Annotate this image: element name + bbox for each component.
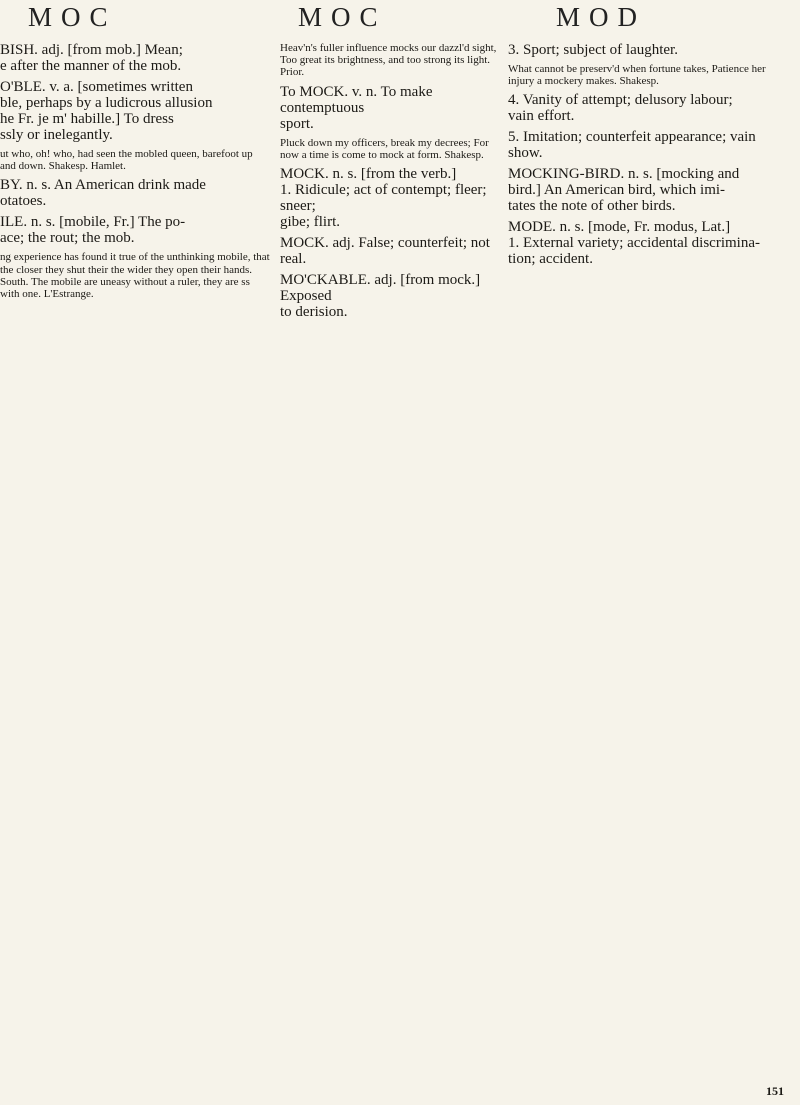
running-header-right: MOD — [556, 2, 647, 32]
dictionary-entry — [508, 42, 788, 58]
entry-citation: Pluck down my officers, break my decrees; For now a time is come to mock at form. Shakesp. — [280, 136, 489, 161]
entry-line: gibe; flirt. — [280, 214, 340, 231]
entry-line: 1. Ridicule; act of contempt; fleer; sneer; — [280, 182, 487, 215]
dictionary-entry — [0, 148, 270, 172]
entry-line: O'BLE. v. a. [sometimes written — [0, 79, 193, 95]
dictionary-entry — [0, 79, 270, 143]
running-header-left: MOC — [28, 2, 117, 32]
entry-citation: Heav'n's fuller influence mocks our dazzl'd sight, Too great its brightness, and too strong its light. Prior. — [280, 42, 497, 79]
entry-citation: ut who, oh! who, had seen the mobled queen, barefoot up and down. Shakesp. Hamlet. — [0, 148, 253, 173]
entry-line: sport. — [280, 115, 314, 132]
entry-line: BY. n. s. An American drink made — [0, 177, 206, 194]
entry-line: e after the manner of the mob. — [0, 58, 182, 74]
entry-line: ace; the rout; the mob. — [0, 230, 135, 247]
entry-line: otatoes. — [0, 193, 47, 210]
entry-line: he Fr. je m' habille.] To dress — [0, 111, 174, 127]
dictionary-entry — [0, 251, 270, 300]
column-middle — [280, 42, 498, 1072]
dictionary-entry — [0, 177, 270, 209]
entry-line: MOCK. n. s. [from the verb.] — [280, 166, 457, 183]
dictionary-entry — [508, 92, 788, 124]
entry-line: MOCK. adj. False; counterfeit; not — [280, 235, 490, 252]
entry-line: tates the note of other birds. — [508, 198, 676, 215]
running-header-middle: MOC — [298, 2, 387, 32]
dictionary-entry — [280, 272, 498, 320]
entry-line: to derision. — [280, 304, 348, 321]
entry-line: bird.] An American bird, which imi- — [508, 182, 726, 199]
entry-line: ssly or inelegantly. — [0, 127, 113, 143]
dictionary-entry — [280, 235, 498, 267]
entry-line: MODE. n. s. [mode, Fr. modus, Lat.] — [508, 219, 731, 236]
entry-line: To MOCK. v. n. To make contemptuous — [280, 83, 433, 116]
entry-line: real. — [280, 251, 307, 268]
dictionary-entry — [508, 129, 788, 161]
entry-line: 3. Sport; subject of laughter. — [508, 42, 678, 58]
entry-citation: ng experience has found it true of the unthinking mobile, that the closer they shut their the wider they open their hands. South. The mobile are uneasy without a ruler, they are ss with one. L'Estrange. — [0, 251, 270, 301]
dictionary-entry — [280, 84, 498, 132]
page-number: 151 — [766, 1084, 784, 1098]
entry-line: 1. External variety; accidental discrimina- — [508, 235, 760, 252]
entry-line: BISH. adj. [from mob.] Mean; — [0, 42, 183, 58]
dictionary-entry — [0, 214, 270, 246]
entry-line: show. — [508, 145, 543, 162]
entry-citation: What cannot be preserv'd when fortune takes, Patience her injury a mockery makes. Shakesp. — [508, 63, 766, 88]
dictionary-entry — [280, 42, 498, 79]
dictionary-entry — [280, 166, 498, 230]
entry-line: 5. Imitation; counterfeit appearance; vain — [508, 129, 756, 146]
entry-line: MOCKING-BIRD. n. s. [mocking and — [508, 166, 740, 183]
entry-line: tion; accident. — [508, 251, 593, 268]
entry-line: ILE. n. s. [mobile, Fr.] The po- — [0, 214, 186, 231]
column-right — [508, 42, 788, 1072]
dictionary-entry — [508, 63, 788, 87]
dictionary-entry — [280, 137, 498, 161]
entry-line: vain effort. — [508, 108, 575, 125]
dictionary-entry — [508, 219, 788, 267]
entry-line: 4. Vanity of attempt; delusory labour; — [508, 92, 733, 109]
dictionary-entry — [0, 42, 270, 74]
dictionary-entry — [508, 166, 788, 214]
entry-line: MO'CKABLE. adj. [from mock.] Exposed — [280, 272, 481, 305]
column-left — [0, 42, 270, 1072]
entry-line: ble, perhaps by a ludicrous allusion — [0, 95, 213, 111]
